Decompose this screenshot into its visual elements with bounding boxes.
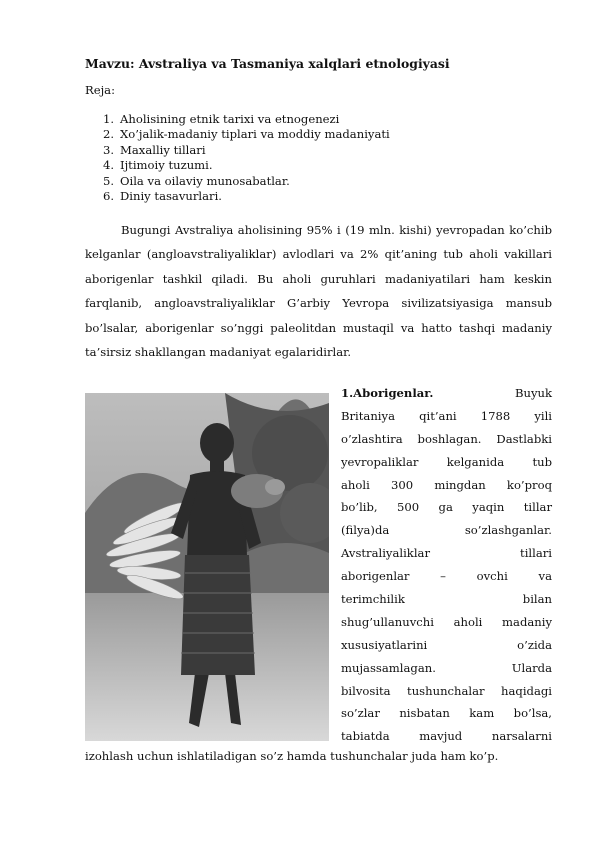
aboriginal-man-photo bbox=[85, 393, 329, 741]
plan-item: 2. Xo’jalik-madaniy tiplari va moddiy madaniyati bbox=[103, 127, 390, 142]
photo-image bbox=[85, 393, 329, 741]
section-line: Avstraliyaliklar tillari bbox=[341, 546, 552, 561]
section-line: bo’lib, 500 ga yaqin tillar bbox=[341, 500, 552, 515]
plan-item: 4. Ijtimoiy tuzumi. bbox=[103, 158, 213, 173]
section-line: tabiatda mavjud narsalarni bbox=[341, 729, 552, 744]
section-line: yevropaliklar kelganida tub bbox=[341, 454, 552, 469]
section-final-line: izohlash uchun ishlatiladigan so’z hamda tushunchalar juda ham ko’p. bbox=[85, 749, 499, 763]
section-line: o’zlashtira boshlagan. Dastlabki bbox=[341, 431, 552, 446]
section-line: shug’ullanuvchi aholi madaniy bbox=[341, 614, 552, 629]
section-line: xususiyatlarini o’zida bbox=[341, 637, 552, 652]
section-line: (filya)da so’zlashganlar. bbox=[341, 523, 552, 538]
plan-item: 3. Maxalliy tillari bbox=[103, 142, 206, 157]
section-line: mujassamlagan. Ularda bbox=[341, 660, 552, 675]
plan-item: 1. Aholisining etnik tarixi va etnogenezi bbox=[103, 112, 340, 126]
section-line: 1.Aborigenlar. Buyuk bbox=[341, 382, 552, 405]
section-line: aborigenlar – ovchi va bbox=[341, 569, 552, 584]
section-line: bilvosita tushunchalar haqidagi bbox=[341, 683, 552, 698]
plan-item: 5. Oila va oilaviy munosabatlar. bbox=[103, 173, 290, 188]
section-line: so’zlar nisbatan kam bo’lsa, bbox=[341, 706, 552, 721]
plan-list bbox=[103, 112, 390, 204]
plan-item: 6. Diniy tasavurlari. bbox=[103, 189, 222, 204]
intro-paragraph: Bugungi Avstraliya aholisining 95% i (19 mln. kishi) yevropadan ko’chib kelganlar (angloavstraliyaliklar) avlodlari va 2% qit’aning tub aholi vakillari aborigenlar tashkil qiladi. Bu aholi guruhlari madaniyatilari ham keskin farqlanib, angloavstraliyaliklar G’arbiy Yevropa sivilizatsiyasiga mansub bo’lsalar, aborigenlar so’nggi paleolitdan mustaqil va hatto tashqi madaniy ta’sirsiz shakllangan madaniyat egalaridirlar. bbox=[85, 223, 552, 360]
plan-label: Reja: bbox=[85, 83, 116, 97]
document-title: Mavzu: Avstraliya va Tasmaniya xalqlari etnologiyasi bbox=[85, 56, 450, 71]
section-line: Britaniya qit’ani 1788 yili bbox=[341, 408, 552, 423]
section-line: aholi 300 mingdan ko’proq bbox=[341, 477, 552, 492]
section-heading: 1.Aborigenlar. bbox=[341, 386, 434, 400]
aborigines-section bbox=[341, 382, 552, 748]
section-line: terimchilik bilan bbox=[341, 592, 552, 607]
